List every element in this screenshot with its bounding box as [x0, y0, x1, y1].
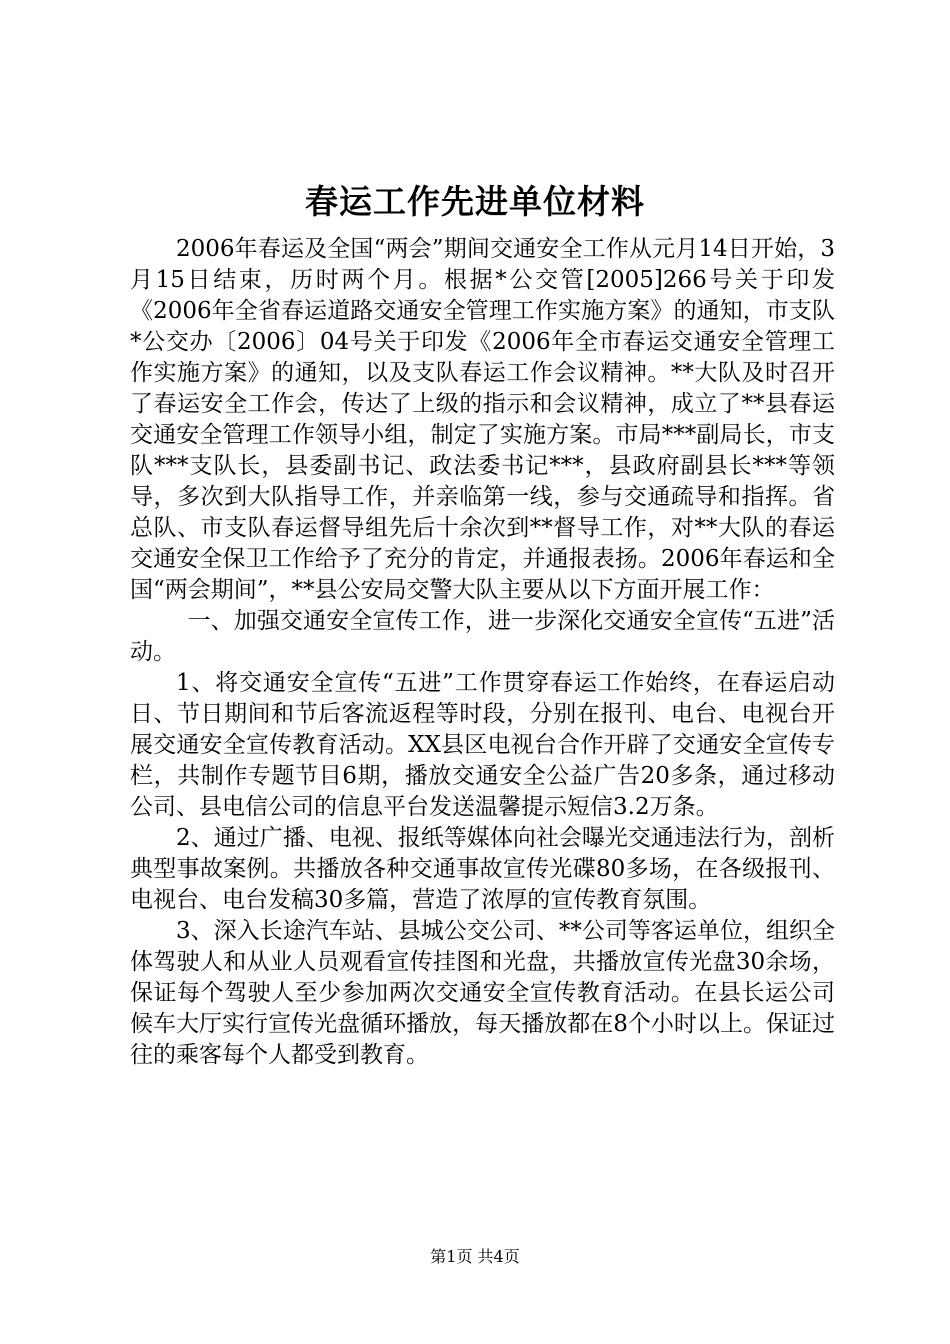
intro-paragraph: 2006年春运及全国“两会”期间交通安全工作从元月14日开始，3月15日结束，历时两个月。根据*公交管[2005]266号关于印发《2006年全省春运道路交通安全管理工作实施方案》的通知，市支队*公交办〔2006〕04号关于印发《2006年全市春运交通安全管理工作实施方案》的通知，以及支队春运工作会议精神。**大队及时召开了春运安全工作会，传达了上级的指示和会议精神，成立了**县春运交通安全管理工作领导小组，制定了实施方案。市局***副局长，市支队***支队长，县委副书记、政法委书记***，县政府副县长***等领导，多次到大队指导工作，并亲临第一线，参与交通疏导和指挥。省总队、市支队春运督导组先后十余次到**督导工作，对**大队的春运交通安全保卫工作给予了充分的肯定，并通报表扬。2006年春运和全国“两会期间”，**县公安局交警大队主要从以下方面开展工作：: [130, 236, 835, 603]
page-footer: 第1页 共4页: [430, 1247, 520, 1266]
list-item-1: 1、将交通安全宣传“五进”工作贯穿春运工作始终，在春运启动日、节日期间和节后客流返程等时段，分别在报刊、电台、电视台开展交通安全宣传教育活动。XX县区电视台合作开辟了交通安全宣传专栏，共制作专题节目6期，播放交通安全公益广告20多条，通过移动公司、县电信公司的信息平台发送温馨提示短信3.2万条。: [130, 670, 835, 820]
document-body: [130, 234, 835, 1071]
list-item-2: 2、通过广播、电视、报纸等媒体向社会曝光交通违法行为，剖析典型事故案例。共播放各种交通事故宣传光碟80多场，在各级报刊、电视台、电台发稿30多篇，营造了浓厚的宣传教育氛围。: [130, 825, 835, 913]
list-item-3: 3、深入长途汽车站、县城公交公司、**公司等客运单位，组织全体驾驶人和从业人员观看宣传挂图和光盘，共播放宣传光盘30余场，保证每个驾驶人至少参加两次交通安全宣传教育活动。在县长运公司候车大厅实行宣传光盘循环播放，每天播放都在8个小时以上。保证过往的乘客每个人都受到教育。: [130, 918, 835, 1068]
document-title: 春运工作先进单位材料: [305, 182, 645, 221]
section-heading-1: 一、加强交通安全宣传工作，进一步深化交通安全宣传“五进”活动。: [130, 608, 835, 665]
